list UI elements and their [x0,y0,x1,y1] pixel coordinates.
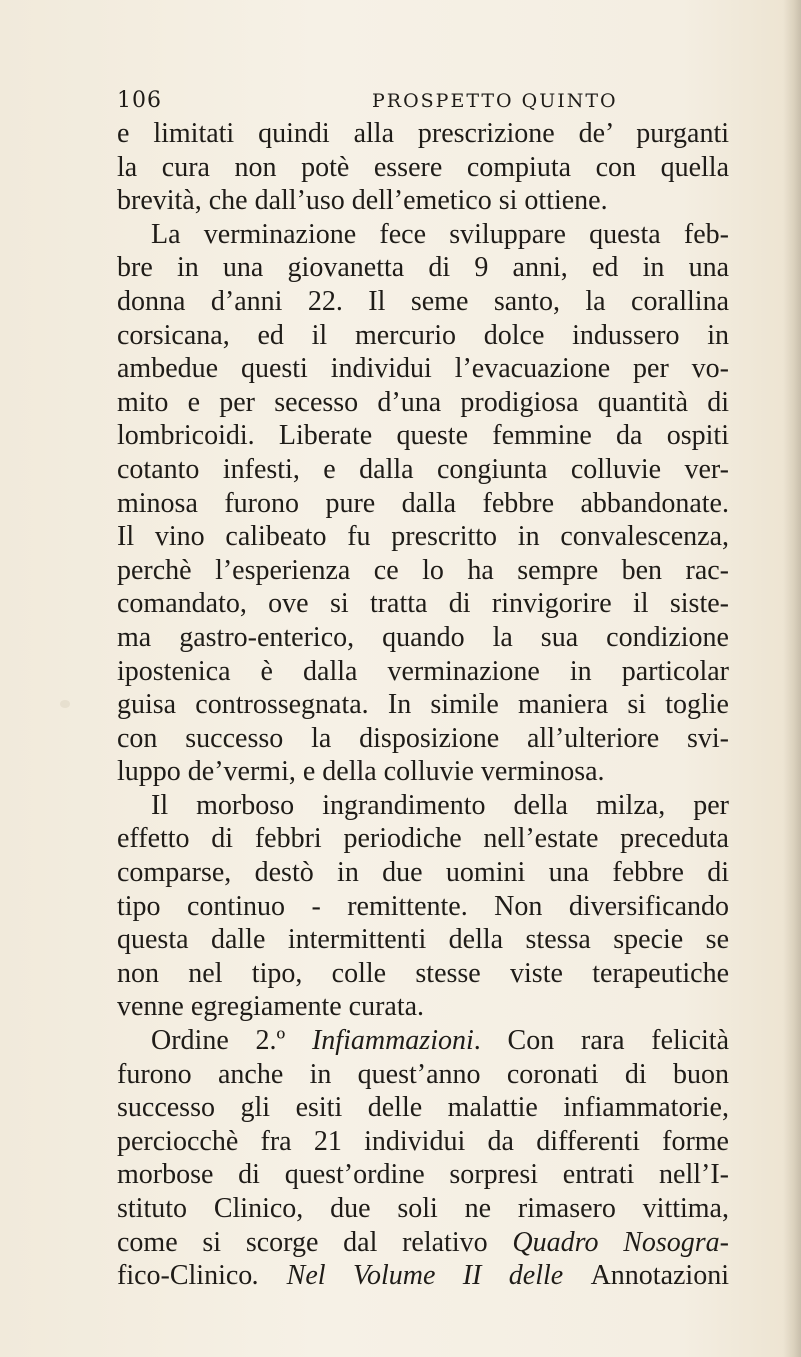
text-line: corsicana, ed il mercurio dolce indussero in [117,319,729,351]
text-line [117,1226,729,1260]
page-edge-shadow [783,0,801,1357]
text-line: minosa furono pure dalla febbre abbandonate. [117,487,729,519]
text-segment: . Con rara felicità [473,1025,729,1057]
text-line: venne egregiamente curata. [117,991,425,1023]
text-line: successo gli esiti delle malattie infiammatorie, [117,1092,729,1124]
text-line: guisa controssegnata. In simile maniera si toglie [117,689,729,721]
text-line: cotanto infesti, e dalla congiunta colluvie ver- [117,453,729,485]
text-line: La verminazione fece sviluppare questa feb- [151,218,729,250]
body-text [117,117,729,1293]
text-line: donna d’anni 22. Il seme santo, la corallina [117,285,729,317]
text-line: comparse, destò in due uomini una febbre di [117,857,729,889]
text-line: bre in una giovanetta di 9 anni, ed in una [117,252,729,284]
text-line: ambedue questi individui l’evacuazione per vo- [117,353,729,385]
text-line: brevità, che dall’uso dell’emetico si ottiene. [117,185,608,217]
text-segment: Infiammazioni [311,1025,474,1057]
text-line: luppo de’vermi, e della colluvie verminosa. [117,756,605,788]
text-line: perchè l’esperienza ce lo ha sempre ben rac- [117,554,729,586]
text-segment: Quadro Nosogra- [512,1226,729,1258]
text-line: lombricoidi. Liberate queste femmine da ospiti [117,420,729,452]
text-segment: come si scorge dal relativo [117,1226,513,1258]
text-line: mito e per secesso d’una prodigiosa quantità di [117,386,729,418]
text-line: questa dalle intermittenti della stessa specie se [117,924,729,956]
page-header [117,88,717,118]
text-segment: fico-Clinico [117,1260,253,1292]
text-line: ma gastro-enterico, quando la sua condizione [117,621,729,653]
text-line: comandato, ove si tratta di rinvigorire il siste- [117,588,729,620]
text-line: Il vino calibeato fu prescritto in convalescenza, [117,521,729,553]
text-line: con successo la disposizione all’ulteriore svi- [117,722,729,754]
text-line: tipo continuo - remittente. Non diversificando [117,890,729,922]
text-segment: . Nel Volume II delle [252,1260,591,1292]
text-line [117,1259,729,1293]
text-line [117,1024,729,1058]
text-segment: Ordine 2.º [151,1025,312,1057]
running-head: PROSPETTO QUINTO [372,90,618,112]
text-line: stituto Clinico, due soli ne rimasero vittima, [117,1193,729,1224]
text-segment: Annotazioni [590,1260,729,1292]
text-line: e limitati quindi alla prescrizione de’ purganti [117,118,729,149]
text-line: non nel tipo, colle stesse viste terapeutiche [117,957,729,989]
text-line: perciocchè fra 21 individui da differenti forme [117,1125,729,1157]
text-line: la cura non potè essere compiuta con quella [117,151,729,183]
text-line: furono anche in quest’anno coronati di buon [117,1058,729,1090]
text-line: effetto di febbri periodiche nell’estate preceduta [117,823,729,855]
text-line: ipostenica è dalla verminazione in particolar [117,655,729,687]
text-line: Il morboso ingrandimento della milza, per [151,789,729,821]
text-line: morbose di quest’ordine sorpresi entrati nell’I- [117,1159,729,1191]
page-number: 106 [117,88,162,113]
paper-stain [60,700,70,708]
